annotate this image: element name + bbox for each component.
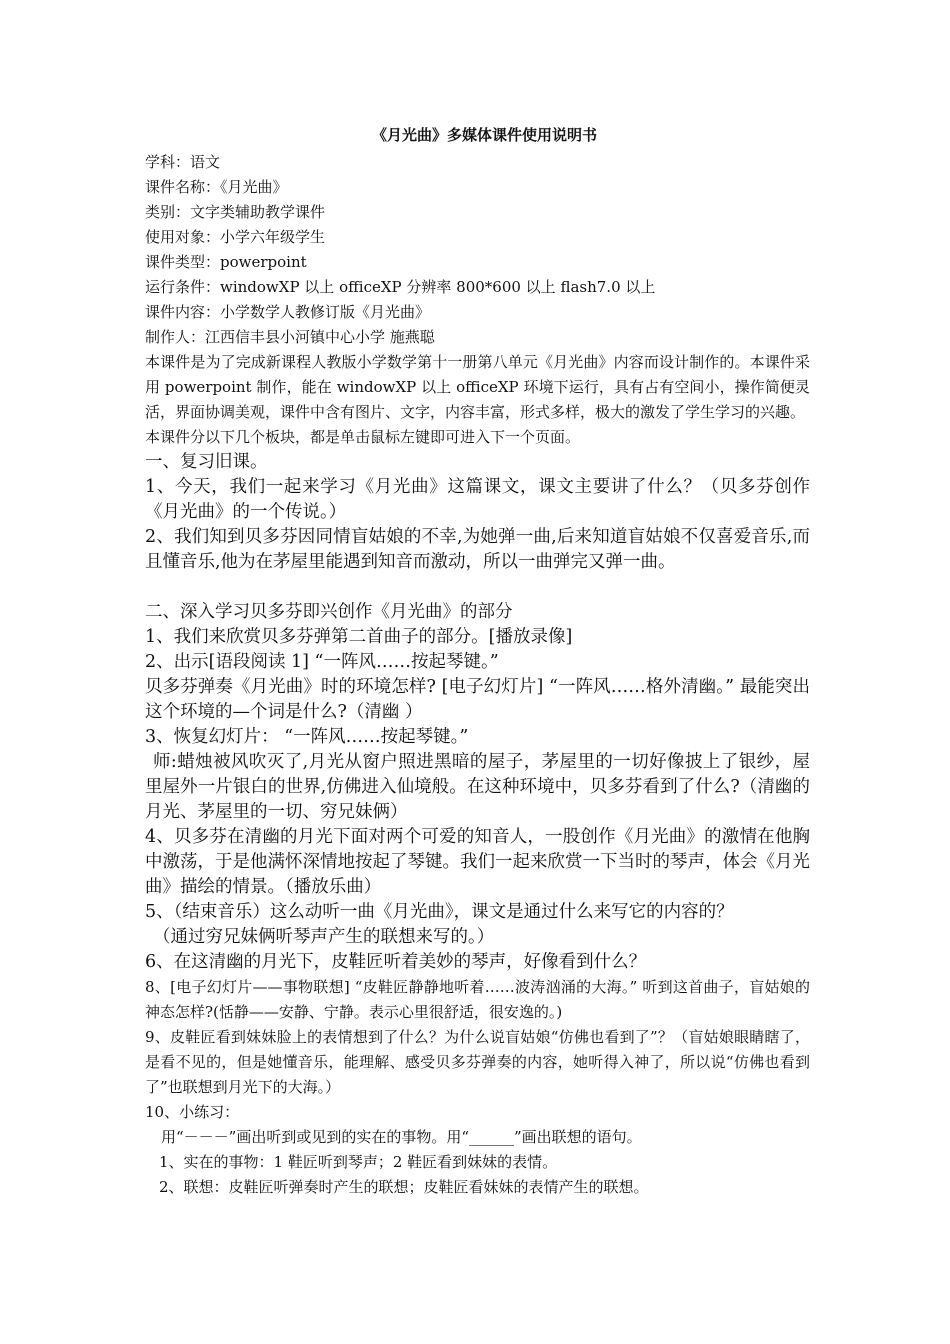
author-line: 制作人：江西信丰县小河镇中心小学 施燕聪 [145,328,435,346]
section-heading: 二、深入学习贝多芬即兴创作《月光曲》的部分 [145,602,513,622]
category-line: 类别：文字类辅助教学课件 [145,203,326,221]
list-item: 10、小练习： [145,1103,240,1121]
teacher-paragraph: 师:蜡烛被风吹灭了,月光从窗户照进黑暗的屋子，茅屋里的一切好像披上了银纱，屋里屋外一片银白的世界,仿佛进入仙境般。在这种环境中，贝多芬看到了什么?（清幽的月光、茅屋里的一切、穷兄妹俩） [145,752,810,822]
subject-line: 学科：语文 [145,153,221,171]
list-item: 9、皮鞋匠看到妹妹脸上的表情想到了什么？为什么说盲姑娘“仿佛也看到了”？（盲姑娘眼睛瞎了，是看不见的，但是她懂音乐，能理解、感受贝多芬弹奏的内容，她听得入神了，所以说“仿佛也看到了”也联想到月光下的大海。） [145,1028,810,1096]
document-body [145,124,810,1200]
list-item: 6、在这清幽的月光下，皮鞋匠听着美妙的琴声，好像看到什么？ [145,952,647,972]
document-title: 《月光曲》多媒体课件使用说明书 [371,126,597,144]
list-item: 8、[电子幻灯片——事物联想] “皮鞋匠静静地听着……波涛汹涌的大海。” 听到这首曲子，盲姑娘的神态怎样?(恬静——安静、宁静。表示心里很舒适，很安逸的。) [145,978,810,1021]
course-info [145,150,810,350]
section-heading: 一、复习旧课。 [145,452,268,472]
list-item: 5、（结束音乐）这么动听一曲《月光曲》，课文是通过什么来写它的内容的？ [145,902,734,922]
list-item: 2、出示[语段阅读 1] “一阵风……按起琴键。” [145,652,499,672]
requirements-line: 运行条件：windowXP 以上 officeXP 分辨率 800*600 以上 flash7.0 以上 [145,278,656,296]
list-item: 4、贝多芬在清幽的月光下面对两个可爱的知音人，一股创作《月光曲》的激情在他胸中激荡，于是他满怀深情地按起了琴键。我们一起来欣赏一下当时的琴声，体会《月光曲》描绘的情景。（播放乐曲） [145,827,810,897]
course-type-line: 课件类型：powerpoint [145,253,307,271]
list-item: 2、我们知到贝多芬因同情盲姑娘的不幸,为她弹一曲,后来知道盲姑娘不仅喜爱音乐,而且懂音乐,他为在茅屋里能遇到知音而激动，所以一曲弹完又弹一曲。 [145,527,810,572]
lesson-body-continued [145,975,810,1200]
intro-section [145,350,810,450]
list-item: 1、我们来欣赏贝多芬弹第二首曲子的部分。[播放录像] [145,627,573,647]
audience-line: 使用对象：小学六年级学生 [145,228,326,246]
list-item: 贝多芬弹奏《月光曲》时的环境怎样? [电子幻灯片] “一阵风……格外清幽。” 最能突出这个环境的—个词是什么?（清幽 ） [145,677,810,722]
intro-paragraph: 本课件是为了完成新课程人教版小学数学第十一册第八单元《月光曲》内容而设计制作的。本课件采用 powerpoint 制作，能在 windowXP 以上 officeXP 环境下运行，具有占有空间小，操作简便灵活，界面协调美观，课件中含有图片、文字，内容丰富，形式多样，极大的激发了学生学习的兴趣。 [145,353,810,421]
exercise-instruction: 用“－－－”画出听到或见到的实在的事物。用“______”画出联想的语句。 [161,1128,642,1146]
modules-note: 本课件分以下几个板块，都是单击鼠标左键即可进入下一个页面。 [145,428,581,446]
course-name-line: 课件名称：《月光曲》 [145,178,288,196]
lesson-body [145,450,810,975]
exercise-item: 1、实在的事物：1 鞋匠听到琴声；2 鞋匠看到妹妹的表情。 [159,1153,558,1171]
list-item: 1、今天，我们一起来学习《月光曲》这篇课文，课文主要讲了什么？（贝多芬创作《月光曲》的一个传说。） [145,477,810,522]
answer-line: （通过穷兄妹俩听琴声产生的联想来写的。） [153,927,495,947]
list-item: 3、恢复幻灯片： “一阵风……按起琴键。” [145,727,469,747]
content-line: 课件内容：小学数学人教修订版《月光曲》 [145,303,431,321]
blank-line [145,575,810,600]
exercise-item: 2、联想：皮鞋匠听弹奏时产生的联想；皮鞋匠看妹妹的表情产生的联想。 [159,1178,649,1196]
